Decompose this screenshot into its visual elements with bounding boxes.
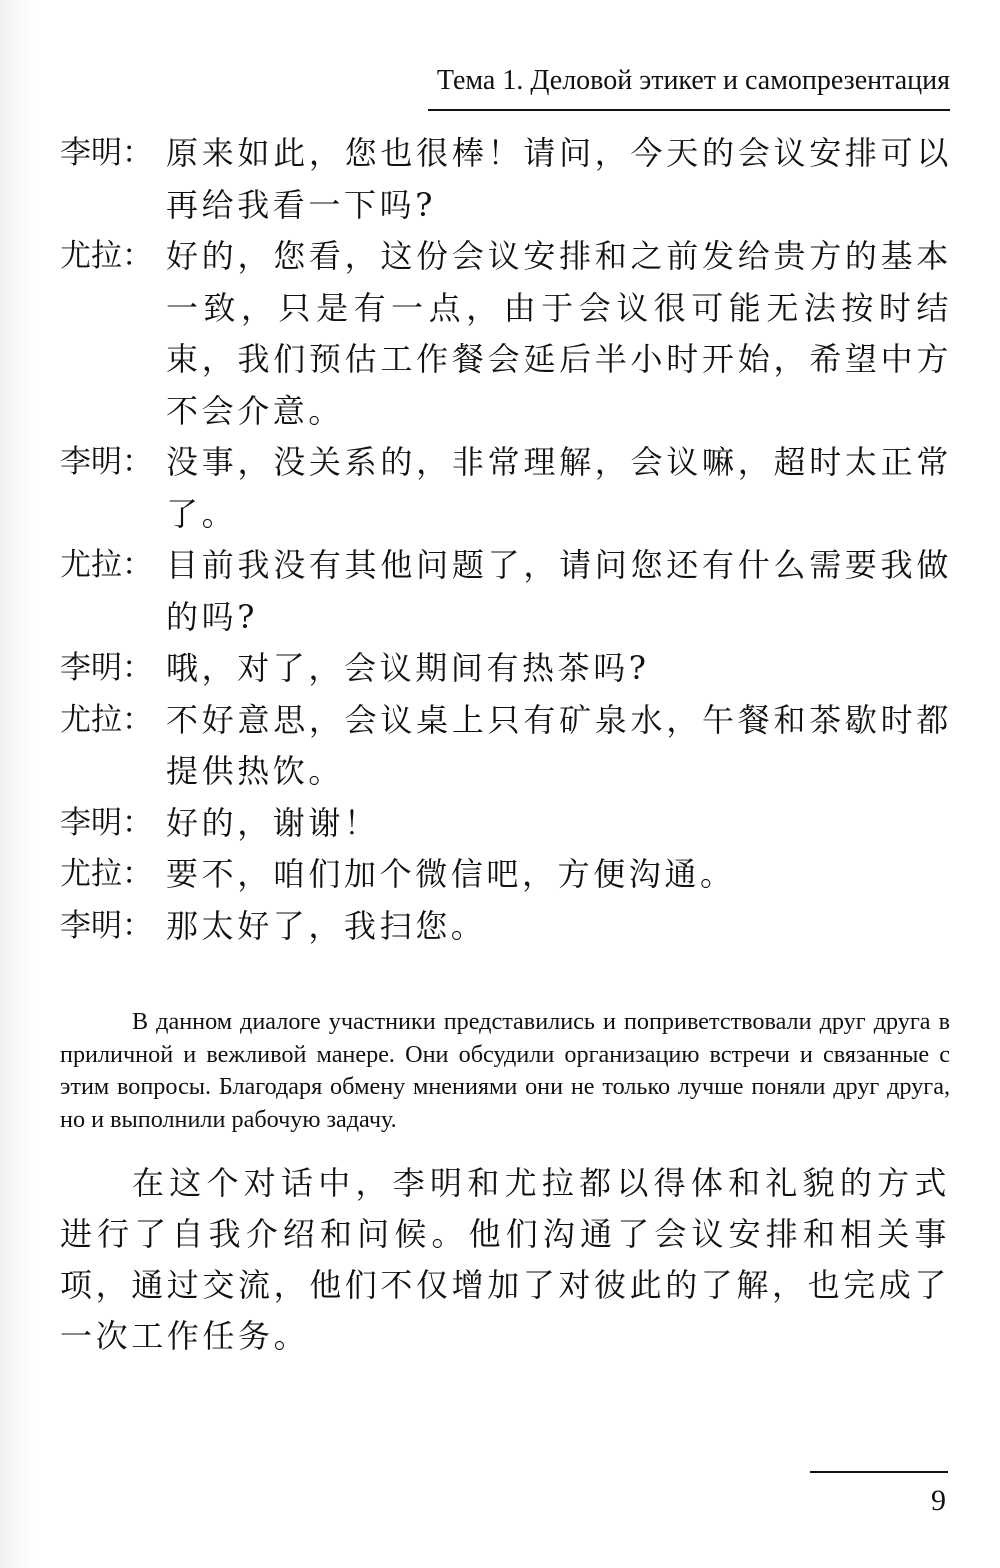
- footer-rule: [810, 1471, 948, 1473]
- dialogue-text: 没事，没关系的，非常理解，会议嘛，超时太正常了。: [166, 443, 952, 533]
- dialogue-turn: [60, 798, 952, 850]
- dialogue-turn: [60, 849, 952, 901]
- dialogue-turn: [60, 643, 952, 695]
- dialogue-text: 不好意思，会议桌上只有矿泉水，午餐和茶歇时都提供热饮。: [166, 700, 952, 790]
- dialogue-turn: [60, 437, 952, 540]
- dialogue-text: 那太好了，我扫您。: [166, 906, 487, 945]
- dialogue-turn: [60, 540, 952, 643]
- speaker-label: 尤拉：: [60, 238, 153, 274]
- dialogue-turn: [60, 128, 952, 231]
- dialogue-turn: [60, 695, 952, 798]
- dialogue-text: 好的，您看，这份会议安排和之前发给贵方的基本一致，只是有一点，由于会议很可能无法按时结束，我们预估工作餐会延后半小时开始，希望中方不会介意。: [166, 237, 952, 430]
- speaker-label: 李明：: [60, 804, 153, 841]
- speaker-label: 李明：: [60, 444, 153, 480]
- speaker-label: 李明：: [60, 135, 153, 171]
- page-number: 9: [931, 1484, 946, 1517]
- russian-summary-paragraph: В данном диалоге участники представились и поприветствовали друг друга в приличной и вежливой манере. Они обсудили организацию встречи и связанные с этим вопросы. Благодаря обмену мнениями они не только лучше поняли друг друга, но и выполнили рабочую задачу.: [60, 1008, 950, 1133]
- dialogue-text: 好的，谢谢！: [166, 803, 380, 842]
- speaker-label: 李明：: [60, 907, 153, 944]
- dialogue-turn: [60, 231, 952, 437]
- speaker-label: 尤拉：: [60, 547, 153, 583]
- dialogue-text: 哦，对了，会议期间有热茶吗?: [166, 649, 650, 687]
- page-edge-shadow: [0, 0, 34, 1568]
- dialogue-turn: [60, 901, 952, 953]
- dialogue-text: 目前我没有其他问题了，请问您还有什么需要我做的吗?: [166, 546, 952, 636]
- running-header: Тема 1. Деловой этикет и самопрезентация: [436, 65, 950, 96]
- dialogue-text: 原来如此，您也很棒！请问，今天的会议安排可以再给我看一下吗?: [166, 134, 952, 224]
- dialogue-text: 要不，咱们加个微信吧，方便沟通。: [166, 855, 736, 893]
- speaker-label: 李明：: [60, 650, 153, 686]
- speaker-label: 尤拉：: [60, 856, 153, 892]
- speaker-label: 尤拉：: [60, 701, 153, 738]
- dialogue-section: [60, 128, 952, 952]
- header-rule: [428, 109, 950, 111]
- chinese-summary-paragraph: 在这个对话中，李明和尤拉都以得体和礼貌的方式进行了自我介绍和问候。他们沟通了会议安排和相关事项，通过交流，他们不仅增加了对彼此的了解，也完成了一次工作任务。: [60, 1164, 951, 1355]
